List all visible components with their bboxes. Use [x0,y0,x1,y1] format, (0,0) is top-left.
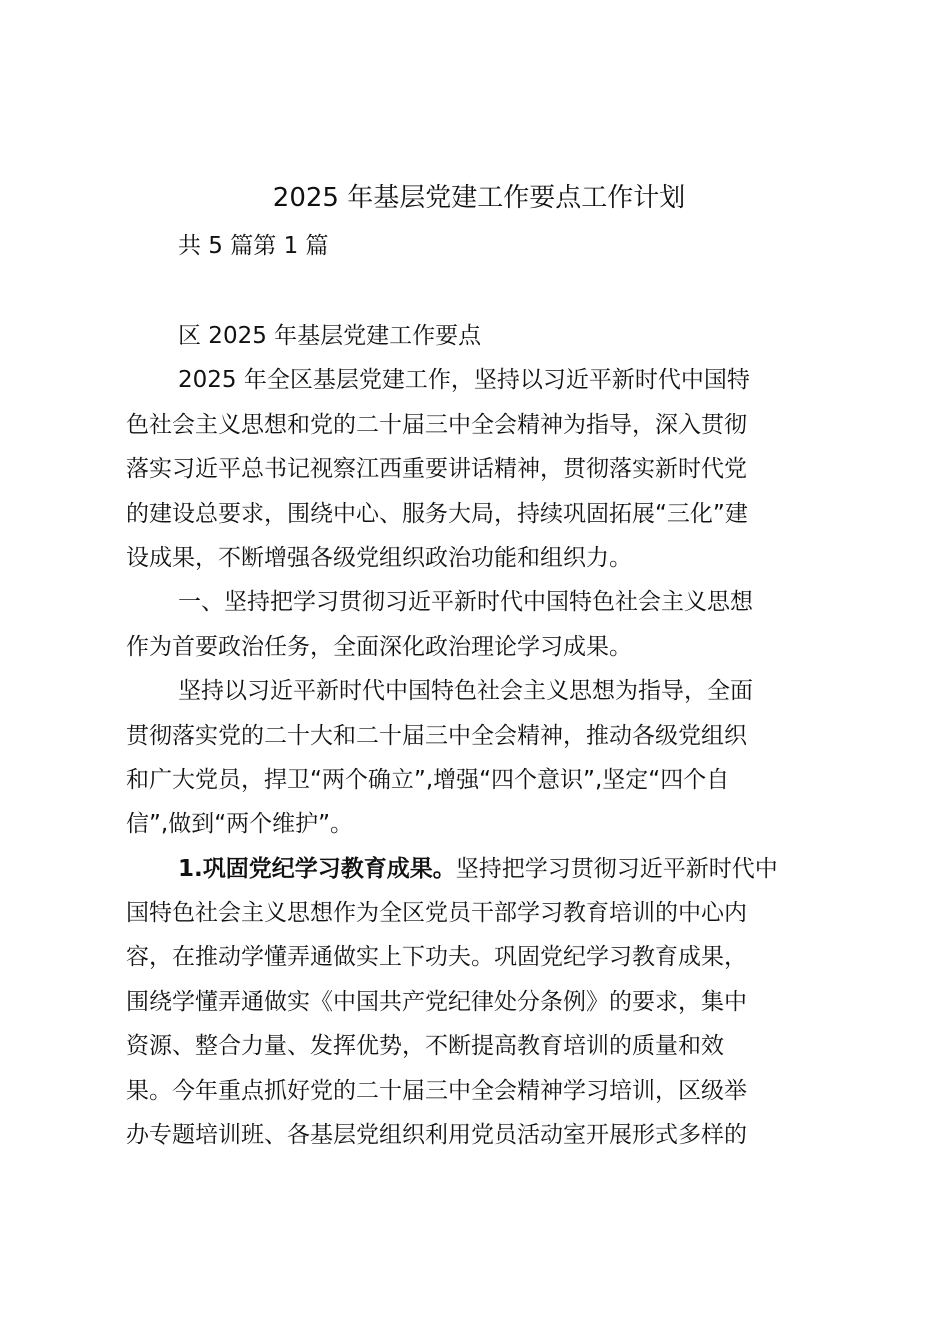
text-line: 作为首要政治任务，全面深化政治理论学习成果。 [126,633,632,660]
text-line: 落实习近平总书记视察江西重要讲话精神，贯彻落实新时代党 [126,456,747,483]
text-line: 2025 年全区基层党建工作，坚持以习近平新时代中国特 [178,367,750,394]
text-line: 围绕学懂弄通做实《中国共产党纪律处分条例》的要求，集中 [126,988,747,1015]
paragraph-item-one [126,847,846,1158]
text-line: 一、坚持把学习贯彻习近平新时代中国特色社会主义思想 [178,589,753,616]
text-line: 贯彻落实党的二十大和二十届三中全会精神，推动各级党组织 [126,722,747,749]
text-line: 和广大党员，捍卫“两个确立”,增强“四个意识”,坚定“四个自 [126,766,730,793]
paragraph-section-one [126,580,846,669]
paragraph-guidance [126,669,846,847]
item-lead-rest: 坚持把学习贯彻习近平新时代中 [455,855,778,882]
series-note: 共 5 篇第 1 篇 [178,233,329,259]
text-line: 容，在推动学懂弄通做实上下功夫。巩固党纪学习教育成果， [126,944,747,971]
text-line: 信”,做到“两个维护”。 [126,811,354,838]
text-line: 资源、整合力量、发挥优势，不断提高教育培训的质量和效 [126,1033,724,1060]
text-line: 设成果，不断增强各级党组织政治功能和组织力。 [126,544,632,571]
section-heading: 区 2025 年基层党建工作要点 [178,323,482,349]
text-line: 色社会主义思想和党的二十届三中全会精神为指导，深入贯彻 [126,411,747,438]
text-line: 国特色社会主义思想作为全区党员干部学习教育培训的中心内 [126,900,747,927]
text-line: 果。今年重点抓好党的二十届三中全会精神学习培训，区级举 [126,1077,747,1104]
document-body [126,314,846,1157]
document-title: 2025 年基层党建工作要点工作计划 [272,183,686,213]
item-lead-bold: 1.巩固党纪学习教育成果。 [178,855,456,882]
text-line [126,847,846,891]
paragraph-intro [126,358,846,580]
text-line: 办专题培训班、各基层党组织利用党员活动室开展形式多样的 [126,1122,747,1149]
text-line: 的建设总要求，围绕中心、服务大局，持续巩固拓展“三化”建 [126,500,748,527]
text-line: 坚持以习近平新时代中国特色社会主义思想为指导，全面 [178,678,753,705]
